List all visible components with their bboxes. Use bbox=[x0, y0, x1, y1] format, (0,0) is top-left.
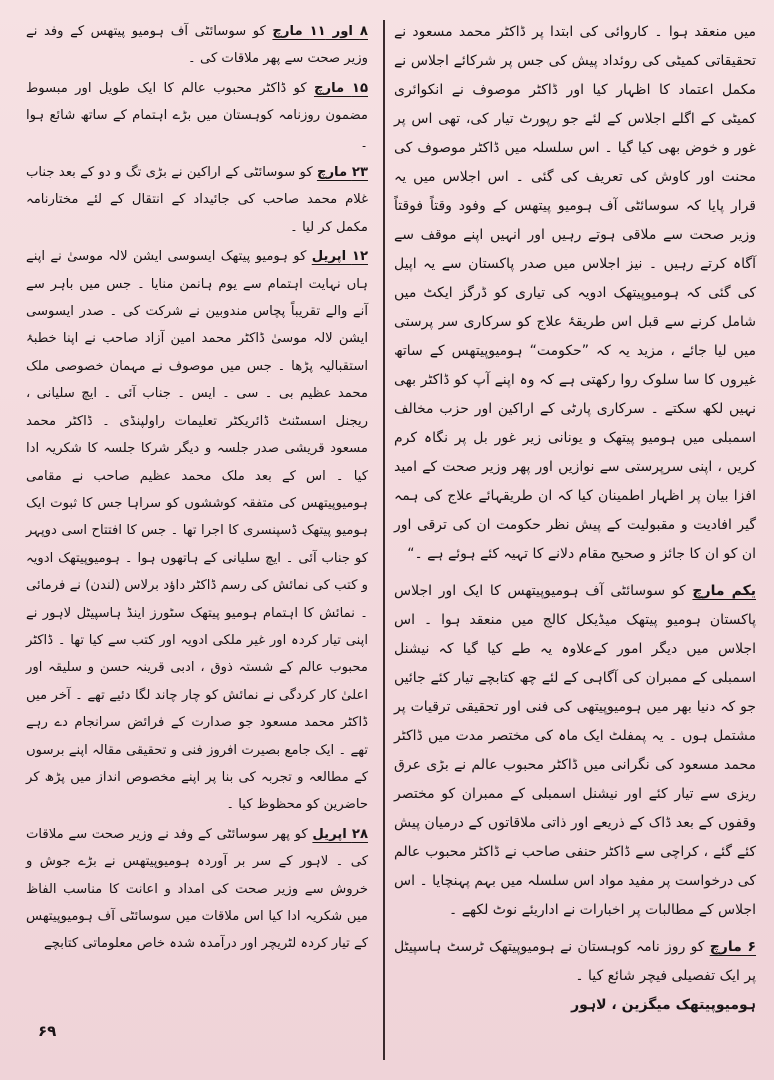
page-number: ۶۹ bbox=[38, 1022, 57, 1040]
entry-date: ۲۳ مارچ bbox=[316, 165, 368, 181]
right-para-2 bbox=[394, 933, 756, 991]
right-para-0 bbox=[394, 18, 756, 569]
entry-text: میں منعقد ہوا ۔ کاروائی کی ابتدا پر ڈاکٹر محمد مسعود نے تحقیقاتی کمیٹی کی روئداد پیش کی جس پر شرکائے اجلاس نے مکمل اعتماد کا اظہار کیا اور ڈاکٹر موصوف نے انکوائری کمیٹی کے اگلے اجلاس کے لئے جو رپورٹ تیار کی، تھی اس پر غور و خوض بھی کیا گیا ۔ اس سلسلہ میں ڈاکٹر موصوف کی محنت اور کاوش کی تعریف کی گئی ۔ اس اجلاس میں یہ قرار پایا کہ سوسائٹی آف ہومیو پیتھس کے وفود وقتاً فوقتاً وزیر صحت سے ملاقی ہوتے رہیں اور انہیں اپنے موقف سے آگاہ کرتے رہیں ۔ نیز اجلاس میں صدر پاکستان سے یہ اپیل کی گئی کہ ہومیوپیتھک ادویہ کی تیاری کو ڈرگز ایکٹ میں شامل کرنے سے قبل اس طریقۂ علاج کو سرکاری سر پرستی میں لیا جائے ، مزید یہ کہ ”حکومت“ ہومیوپیتھس کے ساتھ غیروں کا سا سلوک روا رکھتی ہے کہ وہ اپنے آپ کو ڈاکٹر بھی نہیں لکھ سکتے ۔ سرکاری پارٹی کے اراکین اور حزب مخالف اسمبلی میں ہومیو پیتھک و یونانی زیر غور بل پر نگاہ کرم کریں ، اپنی سرپرستی سے نوازیں اور پھر وزیر صحت کے امید افزا بیان پر اظہار اطمینان کیا کہ ان طریقہائے علاج کی ہمہ گیر افادیت و مقبولیت کے پیش نظر حکومت ان کی ترقی اور ان کو ان کا جائز و صحیح مقام دلانے کا تہیہ کئے ہوئے ہے ۔“ bbox=[394, 24, 756, 562]
left-para-2 bbox=[26, 159, 368, 241]
entry-text: کو پھر سوسائٹی کے وفد نے وزیر صحت سے ملاقات کی ۔ لاہور کے سر بر آوردہ ہومیوپیتھس نے بڑے جوش و خروش سے وزیر صحت کی امداد و اعانت کا مناسب الفاظ میں شکریہ ادا کیا اس ملاقات میں سوسائٹی آف ہومیوپیتھس کے تیار کردہ لٹریچر اور درآمدہ شدہ خاص معلوماتی کتابچے bbox=[26, 826, 368, 952]
entry-date: ۸ اور ۱۱ مارچ bbox=[272, 24, 368, 39]
entry-date: ۱۵ مارچ bbox=[313, 80, 368, 96]
left-para-3 bbox=[26, 243, 368, 819]
entry-text: کو ہومیو پیتھک ایسوسی ایشن لالہ موسیٰ نے اپنے ہاں نہایت اہتمام سے یوم ہانمن منایا ۔ جس میں باہر سے آنے والے تقریباً پچاس مندوبین نے شرکت کی ۔ صدر ایسوسی ایشن لالہ موسیٰ ڈاکٹر محمد امین آزاد صاحب نے اپنا خطبۂ استقبالیہ پڑھا ۔ جس میں موصوف نے مہمان خصوصی ملک محمد عظیم بی ۔ سی ۔ ایس ۔ جناب آئی ۔ ایچ سلیانی ، ریجنل اسسٹنٹ ڈائریکٹر تعلیمات راولپنڈی ۔ ڈاکٹر محمد مسعود قریشی صدر جلسہ و دیگر شرکا جلسہ کا شکریہ ادا کیا ۔ اس کے بعد ملک محمد عظیم صاحب نے مقامی ہومیوپیتھس کی متفقہ کوششوں کو سراہا جس کا ثبوت ایک ہومیو پیتھک ڈسپنسری کا اجرا تھا ۔ جس کا افتتاح اسی دوپہر کو جناب آئی ۔ ایچ سلیانی کے ہاتھوں ہوا ۔ ہومیوپیتھک ادویہ و کتب کی نمائش کی رسم ڈاکٹر داؤد برلاس (لندن) نے فرمائی ۔ نمائش کا اہتمام ہومیو پیتھک سٹورز اینڈ ہاسپیٹل لاہور نے اپنی تیار کردہ اور غیر ملکی ادویہ اور کتب سے کیا تھا ۔ ڈاکٹر محبوب عالم کے شستہ ذوق ، ادبی قرینہ حسن و سلیقہ اور اعلیٰ کار کردگی نے نمائش کو چار چاند لگا دئیے تھے ۔ آخر میں ڈاکٹر محمد مسعود جو صدارت کے فرائض سرانجام دے رہے تھے ۔ ایک جامع بصیرت افروز فنی و تحقیقی مقالہ اپنے برسوں کے مطالعہ و تجربہ کی بنا پر اپنے مخصوص انداز میں پڑھ کر حاضرین کو محظوظ کیا ۔ bbox=[26, 249, 368, 813]
left-para-4 bbox=[26, 821, 368, 958]
left-para-1 bbox=[26, 75, 368, 157]
entry-text: کو سوسائٹی کے اراکین نے بڑی تگ و دو کے بعد جناب غلام محمد صاحب کی جائیداد کے انتقال کے لئے مختارنامہ مکمل کر لیا ۔ bbox=[26, 165, 368, 235]
right-para-1 bbox=[394, 577, 756, 925]
left-para-0 bbox=[26, 18, 368, 73]
entry-date: ۶ مارچ bbox=[709, 939, 757, 955]
entry-date: یکم مارچ bbox=[692, 583, 757, 599]
entry-date: ۱۲ اپریل bbox=[311, 249, 368, 265]
entry-text: کو روز نامہ کوہستان نے ہومیوپیتھک ٹرسٹ ہاسپیٹل پر ایک تفصیلی فیچر شائع کیا ۔ bbox=[394, 939, 756, 984]
entry-text: کو ڈاکٹر محبوب عالم کا ایک طویل اور مبسوط مضمون روزنامہ کوہستان میں بڑے اہتمام کے ساتھ شائع ہوا ۔ bbox=[26, 80, 368, 151]
entry-text: کو سوسائٹی آف ہومیوپیتھس کا ایک اور اجلاس پاکستان ہومیو پیتھک میڈیکل کالج میں منعقد ہوا ۔ اس اجلاس میں دیگر امور کےعلاوہ یہ طے کیا گیا کہ نیشنل اسمبلی کے ممبران کی آگاہی کے لئے چھ کتابچے تیار کئے جائیں جو کہ دنیا بھر میں ہومیوپیتھی کی فنی اور تحقیقی ترقیات پر مشتمل ہوں ۔ یہ پمفلٹ ایک ماہ کی مختصر مدت میں ڈاکٹر محمد مسعود کی نگرانی میں ڈاکٹر محبوب عالم نے بڑی عرق ریزی سے تیار کئے اور نیشنل اسمبلی کے ممبران کو مختصر وقفوں کے بعد ڈاک کے ذریعے اور ذاتی ملاقاتوں کے درمیان پیش کئے گئے ، کراچی سے ڈاکٹر حنفی صاحب نے ڈاکٹر محبوب عالم کی درخواست پر مفید مواد اس سلسلہ میں بہم پہنچایا ۔ اس اجلاس کے مطالبات پر اخبارات نے اداریئے نوٹ لکھے ۔ bbox=[394, 583, 756, 918]
entry-date: ۲۸ اپریل bbox=[312, 826, 369, 842]
magazine-signature: ہومیوپیتھک میگزین ، لاہور bbox=[571, 997, 756, 1013]
column-divider bbox=[383, 20, 385, 1060]
left-column bbox=[26, 18, 368, 958]
right-column bbox=[394, 18, 756, 1020]
entry-text: کو سوسائٹی آف ہومیو پیتھس کے وفد نے وزیر صحت سے پھر ملاقات کی ۔ bbox=[26, 24, 368, 67]
